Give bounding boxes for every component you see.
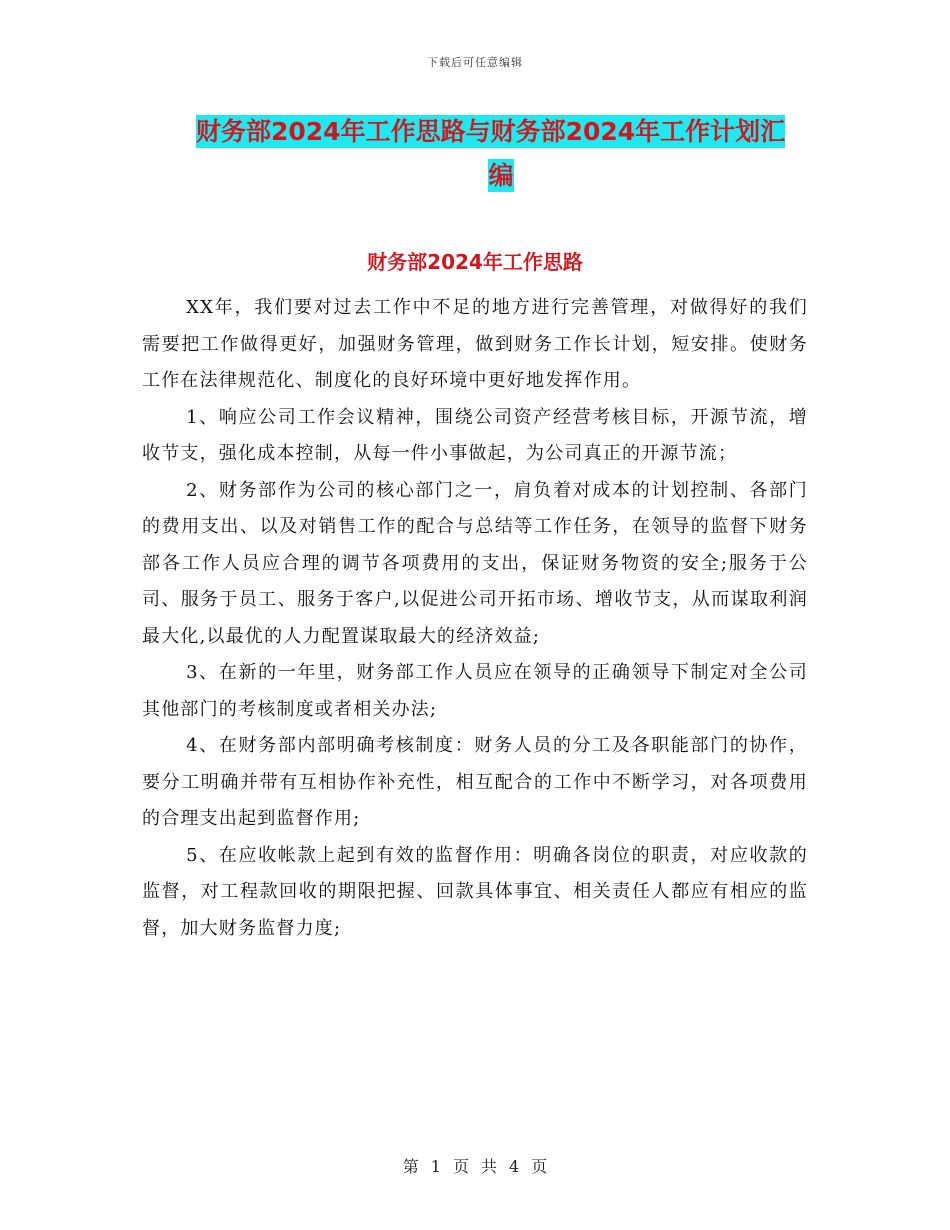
paragraph-item-2: 2、财务部作为公司的核心部门之一，肩负着对成本的计划控制、各部门的费用支出、以及对销售工作的配合与总结等工作任务，在领导的监督下财务部各工作人员应合理的调节各项费用的支出，保证财务物资的安全;服务于公司、服务于员工、服务于客户,以促进公司开拓市场、增收节支，从而谋取利润最大化,以最优的人力配置谋取最大的经济效益; — [142, 479, 808, 647]
footer-gong: 共 — [481, 1157, 498, 1176]
document-title-line1: 财务部2024年工作思路与财务部2024年工作计划汇 — [196, 117, 786, 146]
document-title — [196, 110, 806, 198]
paragraph-item-1: 1、响应公司工作会议精神，围绕公司资产经营考核目标，开源节流，增收节支，强化成本控制，从每一件小事做起，为公司真正的开源节流； — [142, 406, 808, 464]
document-title-line2: 编 — [488, 161, 514, 190]
footer-total-pages: 4 — [509, 1157, 520, 1176]
paragraph-item-4: 4、在财务部内部明确考核制度：财务人员的分工及各职能部门的协作，要分工明确并带有互相协作补充性，相互配合的工作中不断学习，对各项费用的合理支出起到监督作用; — [142, 735, 808, 829]
section-title: 财务部2024年工作思路 — [367, 250, 583, 274]
header-note: 下载后可任意编辑 — [427, 56, 523, 69]
paragraph-item-3: 3、在新的一年里，财务部工作人员应在领导的正确领导下制定对全公司其他部门的考核制度或者相关办法; — [142, 662, 808, 720]
paragraph-intro: XX年，我们要对过去工作中不足的地方进行完善管理，对做得好的我们需要把工作做得更好，加强财务管理，做到财务工作长计划，短安排。使财务工作在法律规范化、制度化的良好环境中更好地发挥作用。 — [142, 297, 808, 391]
footer-di: 第 — [402, 1157, 419, 1176]
page-footer — [0, 1154, 950, 1177]
footer-page-number: 1 — [430, 1157, 441, 1176]
paragraph-item-5: 5、在应收帐款上起到有效的监督作用：明确各岗位的职责，对应收款的监督，对工程款回收的期限把握、回款具体事宜、相关责任人都应有相应的监督，加大财务监督力度; — [142, 844, 808, 939]
footer-ye-2: 页 — [531, 1157, 548, 1176]
body-text — [142, 290, 808, 947]
footer-ye: 页 — [452, 1157, 469, 1176]
